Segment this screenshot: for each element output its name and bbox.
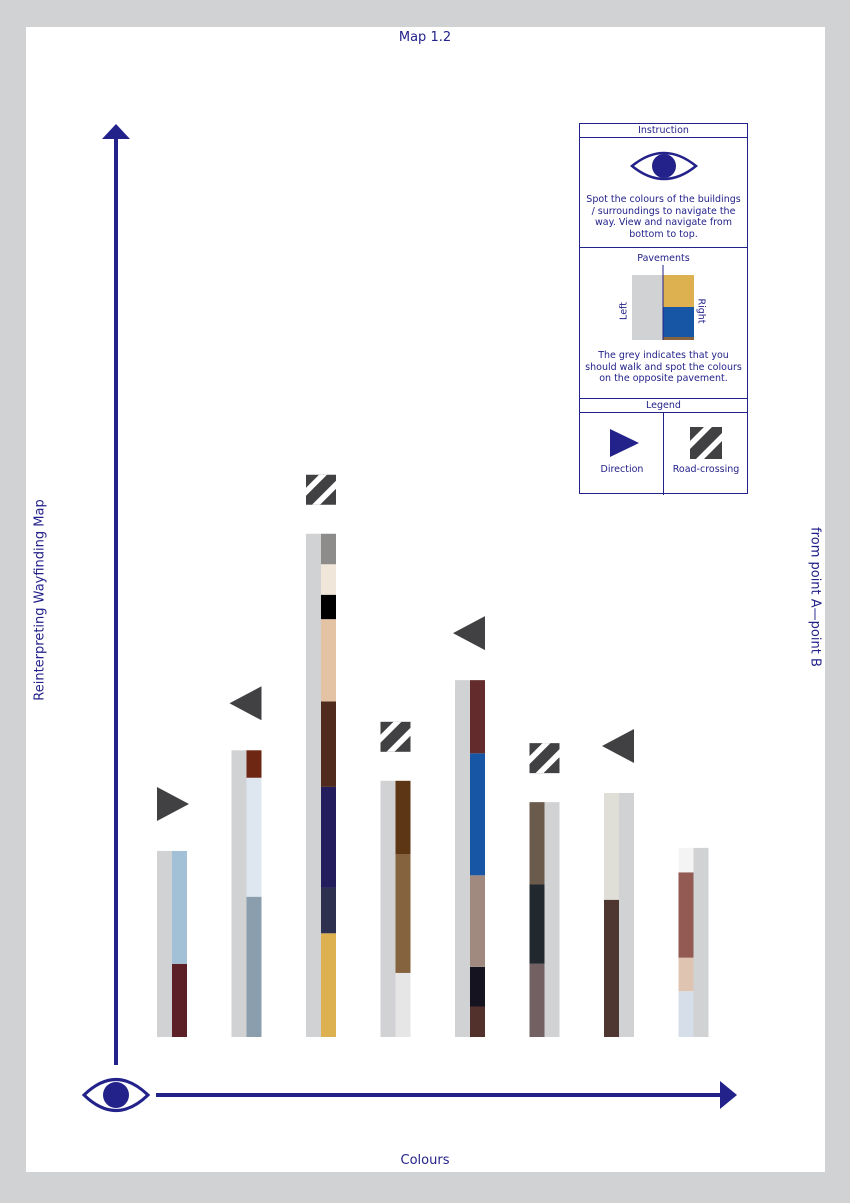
eye-icon xyxy=(84,1080,148,1111)
colour-segment xyxy=(470,753,485,875)
road-crossing-icon xyxy=(381,722,411,752)
y-axis-label: Reinterpreting Wayfinding Map xyxy=(32,499,48,701)
colour-segment xyxy=(321,619,336,701)
road-crossing-icon xyxy=(306,475,336,505)
legend-direction-label: Direction xyxy=(600,464,644,475)
colour-segment xyxy=(530,964,545,1037)
pavement-strip xyxy=(545,802,560,1037)
colour-segment xyxy=(530,802,545,884)
colour-segment xyxy=(679,872,694,957)
pavement-strip xyxy=(455,680,470,1037)
x-axis-label: Colours xyxy=(400,1153,450,1168)
colour-segment xyxy=(470,1007,485,1038)
colour-segment xyxy=(679,848,694,872)
pavements-label: Pavements xyxy=(637,253,690,264)
colour-segment xyxy=(172,964,187,1037)
colour-segment xyxy=(321,595,336,619)
y-axis-arrow xyxy=(102,124,130,1065)
pavement-strip xyxy=(232,750,247,1037)
direction-left-icon xyxy=(453,616,485,650)
pavement-strip xyxy=(157,851,172,1037)
route-label: from point A—point B xyxy=(807,527,823,667)
colour-segment xyxy=(172,851,187,964)
colour-segment xyxy=(470,875,485,967)
colour-segment xyxy=(604,900,619,1037)
colour-segment xyxy=(321,787,336,888)
road-crossing-icon xyxy=(530,743,560,773)
colour-segment xyxy=(321,564,336,595)
colour-column-4 xyxy=(381,722,411,1037)
colour-column-1 xyxy=(157,787,189,1037)
pavement-note: The grey indicates that you should walk and spot the colours on the opposite pavement. xyxy=(585,350,742,384)
colour-column-2 xyxy=(230,686,262,1037)
colour-column-6 xyxy=(530,743,560,1037)
colour-segment xyxy=(321,888,336,934)
pavement-strip xyxy=(694,848,709,1037)
legend-header: Legend xyxy=(580,399,747,413)
colour-column-7 xyxy=(602,729,634,1037)
direction-icon xyxy=(609,428,641,458)
direction-left-icon xyxy=(230,686,262,720)
colour-segment xyxy=(321,702,336,787)
x-axis-arrow xyxy=(156,1081,737,1109)
colour-column-8 xyxy=(679,848,709,1037)
colour-segment xyxy=(396,854,411,973)
colour-segment xyxy=(530,885,545,964)
colour-segment xyxy=(247,750,262,777)
colour-segment xyxy=(470,967,485,1007)
colour-segment xyxy=(321,933,336,1037)
colour-column-3 xyxy=(306,475,336,1037)
colour-segment xyxy=(604,793,619,900)
direction-left-icon xyxy=(602,729,634,763)
pavement-strip xyxy=(619,793,634,1037)
colour-segment xyxy=(396,973,411,1037)
colour-segment xyxy=(247,897,262,1037)
instruction-text: Spot the colours of the buildings / surroundings to navigate the way. View and navigate from bottom to top. xyxy=(586,194,741,240)
colour-segment xyxy=(470,680,485,753)
pavement-strip xyxy=(306,534,321,1037)
pavement-diagram xyxy=(631,265,701,340)
colour-column-5 xyxy=(453,616,485,1037)
pavement-strip xyxy=(381,781,396,1037)
colour-segment xyxy=(679,958,694,992)
colour-segment xyxy=(396,781,411,854)
direction-right-icon xyxy=(157,787,189,821)
eye-icon xyxy=(629,146,699,186)
colour-segment xyxy=(321,534,336,565)
colour-segment xyxy=(679,991,694,1037)
legend-crossing-label: Road-crossing xyxy=(672,464,740,475)
left-label: Left xyxy=(618,302,630,320)
page-title: Map 1.2 xyxy=(398,30,452,45)
colour-segment xyxy=(247,778,262,897)
instruction-header: Instruction xyxy=(580,124,747,138)
road-crossing-icon xyxy=(690,427,722,459)
instruction-panel xyxy=(579,123,748,494)
right-label: Right xyxy=(695,298,707,324)
